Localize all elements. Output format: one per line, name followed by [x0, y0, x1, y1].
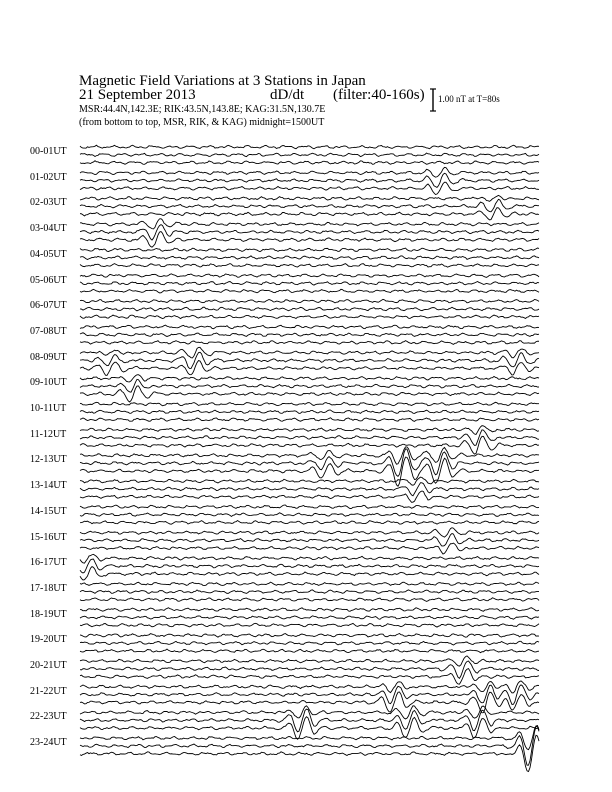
hour-label: 12-13UT [30, 454, 67, 466]
hour-label: 10-11UT [30, 403, 67, 414]
trace-msr-02-03UT [80, 208, 539, 220]
trace-kag-18-19UT [80, 608, 539, 612]
trace-msr-06-07UT [80, 315, 539, 319]
station-list: MSR:44.4N,142.3E; RIK:43.5N,143.8E; KAG:31.5N,130.7E [79, 104, 326, 115]
trace-msr-15-16UT [80, 543, 539, 554]
trace-msr-05-06UT [80, 289, 539, 293]
trace-msr-13-14UT [80, 491, 539, 502]
trace-rik-04-05UT [80, 256, 539, 260]
scale-label: 1.00 nT at T=80s [438, 94, 500, 104]
trace-kag-17-18UT [80, 582, 539, 585]
trace-msr-14-15UT [80, 521, 539, 525]
station-order-note: (from bottom to top, MSR, RIK, & KAG) midnight=1500UT [79, 117, 325, 128]
trace-rik-23-24UT [80, 726, 539, 765]
trace-msr-18-19UT [80, 623, 539, 627]
hour-label: 13-14UT [30, 480, 67, 492]
trace-kag-07-08UT [80, 325, 539, 329]
trace-msr-19-20UT [80, 649, 539, 653]
trace-msr-04-05UT [80, 264, 539, 268]
trace-kag-08-09UT [80, 347, 539, 358]
trace-msr-07-08UT [80, 341, 539, 345]
trace-msr-16-17UT [80, 567, 539, 580]
trace-msr-12-13UT [80, 457, 539, 486]
trace-rik-08-09UT [80, 352, 539, 368]
trace-kag-13-14UT [80, 477, 539, 485]
hour-label: 15-16UT [30, 531, 67, 543]
trace-kag-16-17UT [80, 554, 539, 563]
hour-label: 16-17UT [30, 557, 67, 569]
trace-kag-15-16UT [80, 528, 539, 537]
hour-label: 08-09UT [30, 351, 67, 363]
trace-kag-09-10UT [80, 375, 539, 382]
trace-kag-01-02UT [80, 167, 539, 177]
chart-title: Magnetic Field Variations at 3 Stations in Japan [79, 73, 366, 89]
hour-label: 07-08UT [30, 325, 67, 337]
trace-msr-01-02UT [80, 182, 539, 194]
trace-msr-20-21UT [80, 669, 539, 685]
trace-rik-05-06UT [80, 281, 539, 285]
hour-label: 05-06UT [30, 274, 67, 286]
hour-label: 03-04UT [30, 223, 67, 235]
hour-label: 20-21UT [30, 660, 67, 671]
hour-label: 06-07UT [30, 300, 67, 312]
trace-msr-17-18UT [80, 598, 539, 602]
trace-rik-07-08UT [80, 333, 539, 337]
trace-msr-08-09UT [80, 360, 539, 375]
trace-rik-02-03UT [80, 199, 539, 211]
trace-msr-10-11UT [80, 418, 539, 422]
trace-rik-17-18UT [80, 590, 539, 594]
trace-rik-06-07UT [80, 307, 539, 311]
trace-rik-13-14UT [80, 483, 539, 496]
trace-rik-22-23UT [80, 709, 539, 732]
trace-kag-20-21UT [80, 656, 539, 666]
hour-label: 02-03UT [30, 197, 67, 209]
trace-msr-23-24UT [80, 735, 539, 771]
hour-label: 14-15UT [30, 505, 67, 517]
trace-rik-14-15UT [80, 513, 539, 517]
trace-rik-16-17UT [80, 559, 539, 573]
hour-label: 11-12UT [30, 428, 67, 440]
trace-kag-21-22UT [80, 681, 539, 693]
hour-label: 21-22UT [30, 685, 67, 697]
hour-label: 19-20UT [30, 634, 67, 646]
trace-kag-12-13UT [80, 447, 539, 464]
trace-kag-03-04UT [80, 219, 539, 229]
trace-kag-00-01UT [80, 145, 539, 149]
chart-date: 21 September 2013 [79, 87, 196, 103]
trace-rik-01-02UT [80, 173, 539, 187]
trace-rik-00-01UT [80, 153, 539, 157]
hour-label: 01-02UT [30, 171, 67, 183]
trace-rik-10-11UT [80, 410, 539, 414]
chart-filter: (filter:40-160s) [333, 87, 425, 103]
trace-rik-09-10UT [80, 379, 539, 392]
trace-kag-04-05UT [80, 248, 539, 252]
chart-quantity: dD/dt [270, 87, 305, 103]
hour-label: 04-05UT [30, 248, 67, 260]
trace-kag-19-20UT [80, 633, 539, 637]
trace-kag-05-06UT [80, 274, 539, 277]
trace-kag-11-12UT [80, 426, 539, 435]
trace-rik-18-19UT [80, 616, 539, 619]
trace-rik-19-20UT [80, 641, 539, 645]
trace-kag-14-15UT [80, 505, 539, 509]
hour-label: 22-23UT [30, 711, 67, 723]
hour-label: 18-19UT [30, 608, 67, 620]
hour-label: 00-01UT [30, 146, 67, 157]
trace-msr-00-01UT [80, 161, 539, 165]
trace-kag-02-03UT [80, 195, 539, 201]
hour-label: 17-18UT [30, 582, 67, 594]
trace-kag-06-07UT [80, 299, 539, 302]
trace-rik-11-12UT [80, 430, 539, 446]
hour-label: 23-24UT [30, 737, 67, 749]
trace-rik-15-16UT [80, 534, 539, 546]
trace-kag-10-11UT [80, 402, 539, 405]
hour-label: 09-10UT [30, 377, 67, 389]
